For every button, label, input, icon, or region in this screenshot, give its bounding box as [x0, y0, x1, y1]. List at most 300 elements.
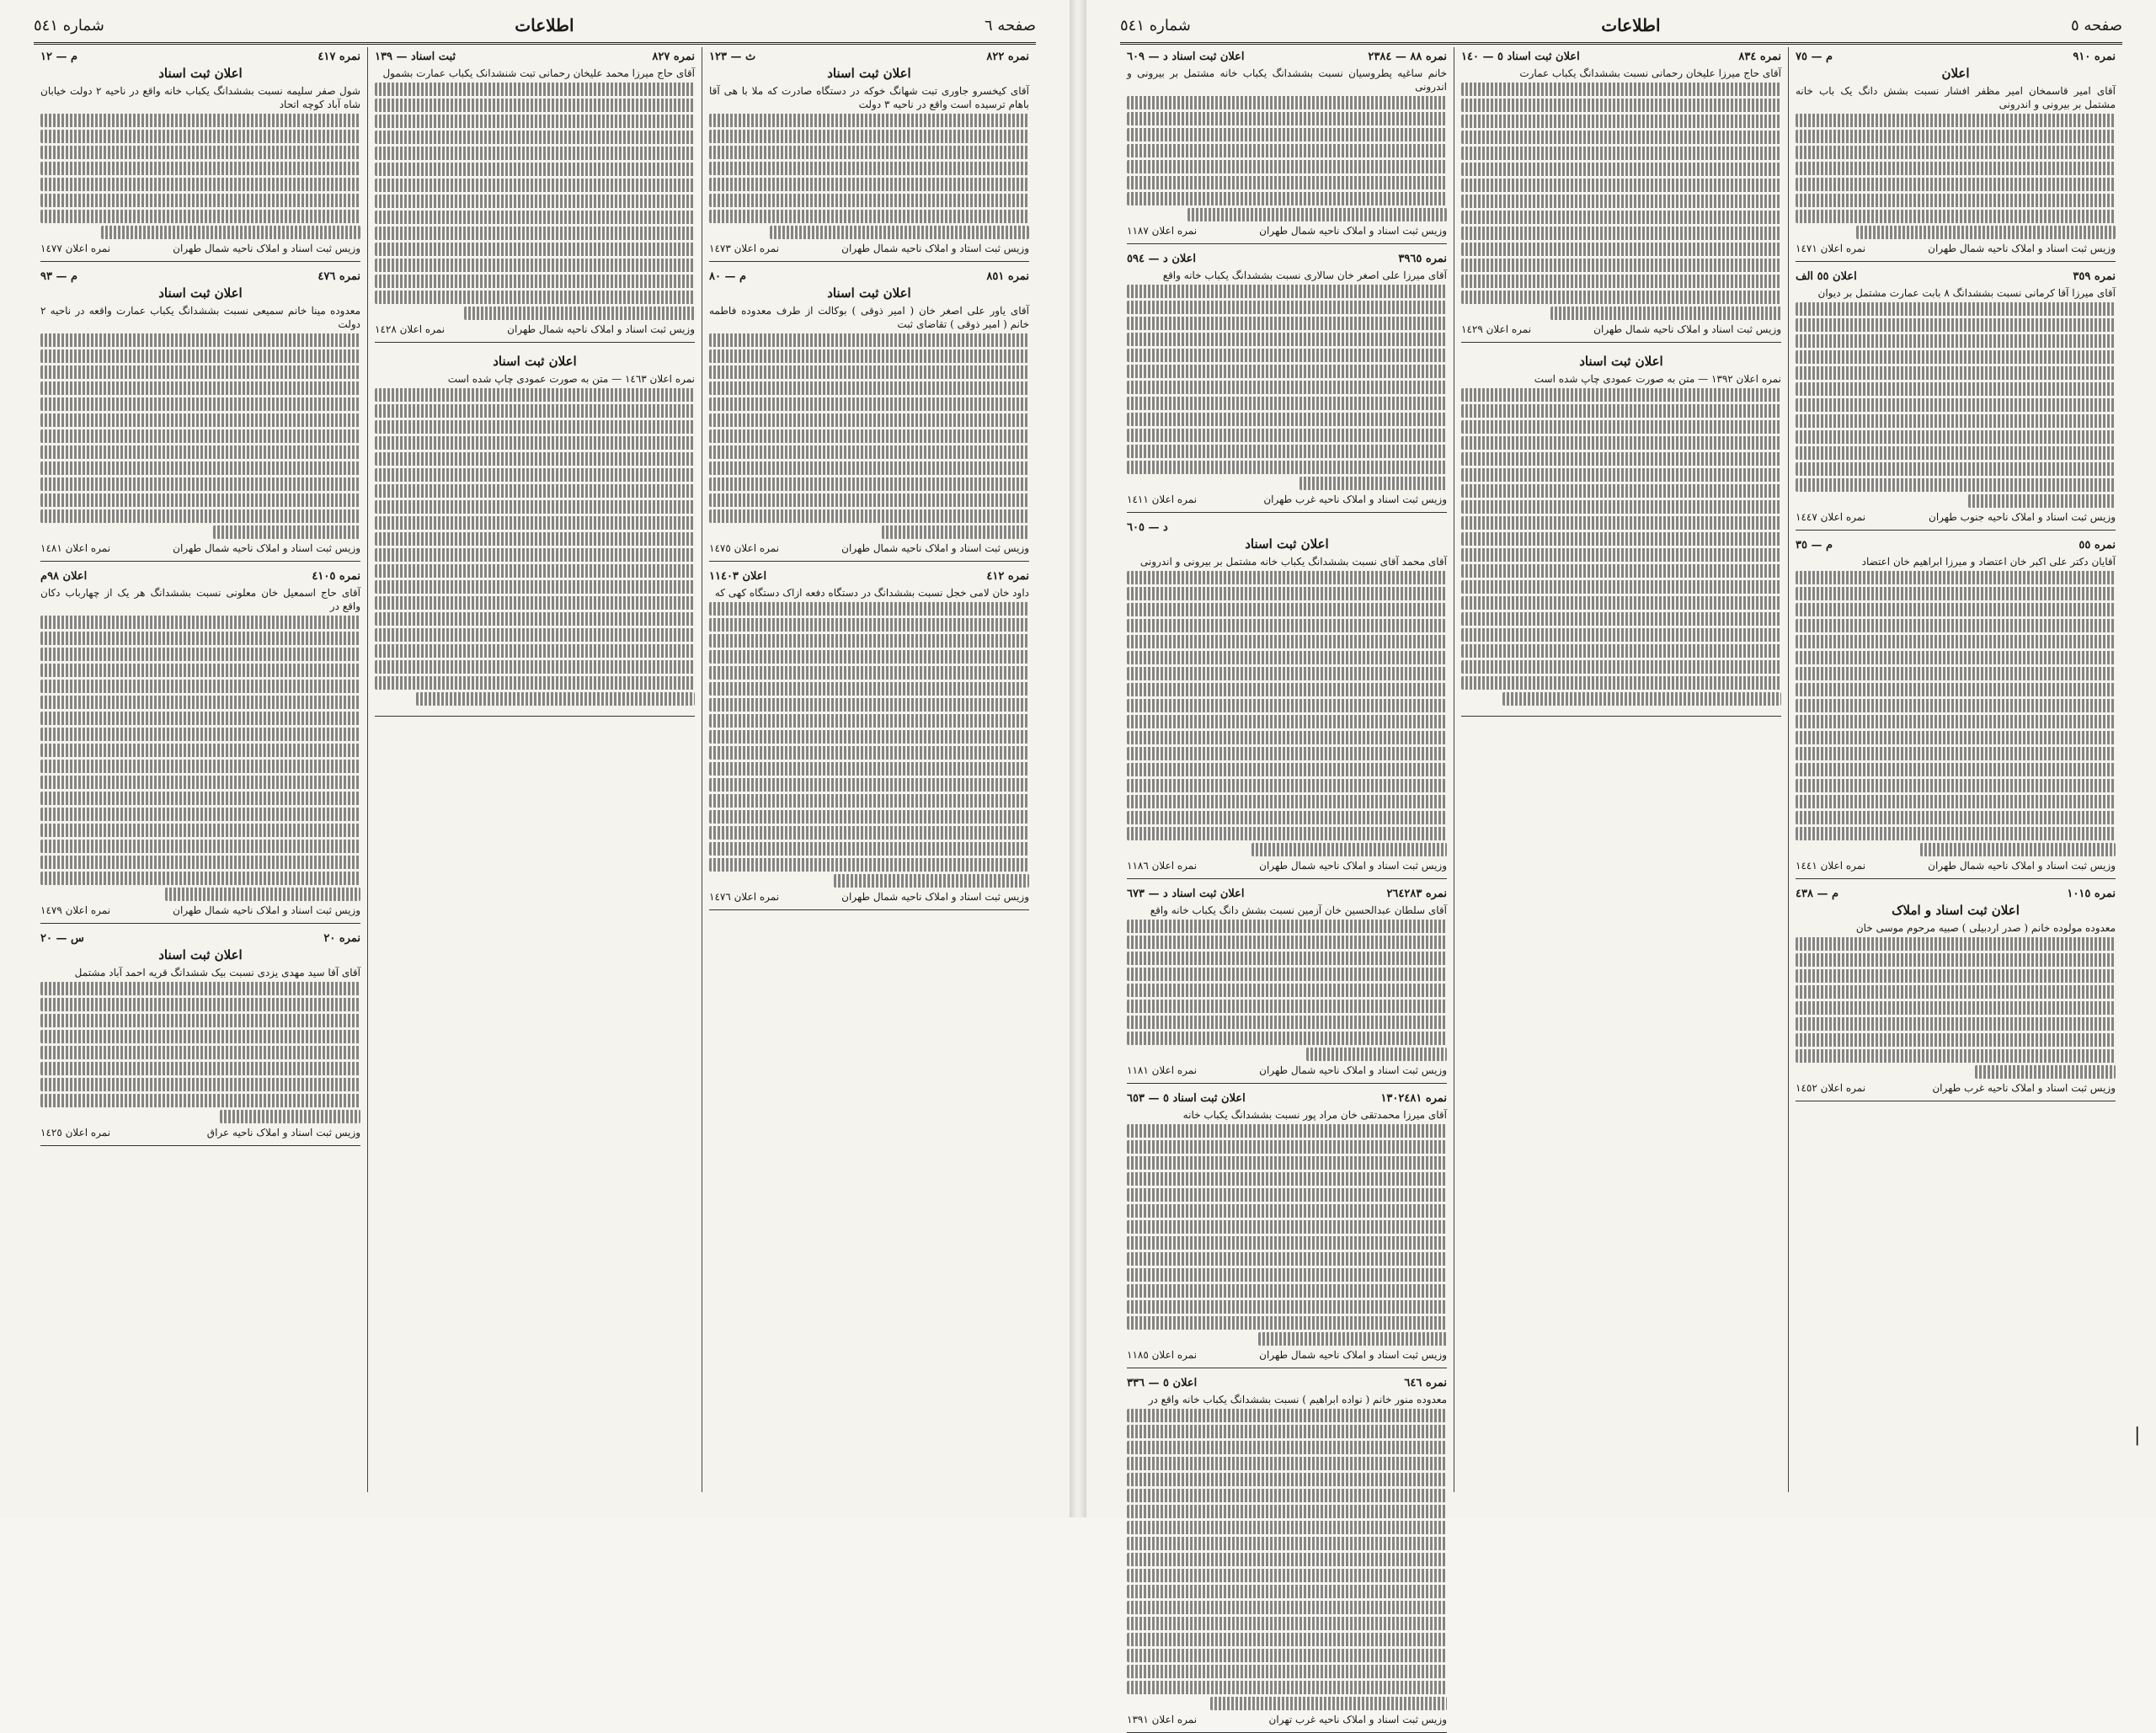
notice-ad-number: نمره اعلان ١٤٢٨	[375, 323, 446, 335]
notice-body	[375, 67, 695, 320]
print-line	[1796, 446, 2116, 460]
notice-body-text: آقای کیخسرو جاوری تبت شهانگ خوکه در دستگاه صادرت که ملا با هی آقا باهام ترسیده است واقع در ناحیه ۳ دولت	[709, 85, 1029, 110]
print-line	[709, 618, 1029, 632]
print-line	[40, 872, 360, 885]
print-line	[1796, 619, 2116, 632]
legal-notice	[40, 567, 360, 924]
print-line	[1796, 130, 2116, 143]
print-line	[1306, 1048, 1447, 1061]
print-line	[40, 509, 360, 523]
notice-body-text: آقای امیر قاسمخان امیر مظفر افشار نسبت بشش دانگ یک باب خانه مشتمل بر بیرونی و اندرونی	[1796, 85, 2116, 110]
print-line	[1796, 334, 2116, 348]
print-line	[1127, 667, 1447, 680]
print-line	[1502, 692, 1781, 706]
print-line	[1796, 478, 2116, 492]
notice-body-text: آقای سلطان عبدالحسین خان آزمین نسبت بشش دانگ یکباب خانه واقع	[1150, 904, 1447, 916]
print-line	[40, 856, 360, 869]
notice-footer	[40, 904, 360, 916]
print-line	[1127, 1156, 1447, 1170]
notice-office: وزیس ثبت اسناد و املاک ناحیه غرب تهران	[1268, 1714, 1447, 1725]
notice-ad-number: نمره اعلان ١١٨٦	[1127, 860, 1198, 872]
print-line	[709, 365, 1029, 379]
print-line	[1461, 436, 1781, 450]
print-line	[1796, 318, 2116, 332]
print-line	[375, 420, 695, 434]
notice-code: اعلان ٩٨م	[40, 570, 88, 583]
print-line	[1461, 243, 1781, 256]
print-line	[40, 998, 360, 1011]
print-line	[40, 728, 360, 741]
print-line	[1127, 1252, 1447, 1266]
print-line	[1796, 683, 2116, 696]
legal-notice	[1796, 884, 2116, 1101]
right-page-header	[1120, 8, 2122, 45]
notice-body	[1127, 904, 1447, 1061]
print-line	[40, 1046, 360, 1059]
print-line	[40, 381, 360, 395]
print-line	[1127, 936, 1447, 949]
print-line	[709, 650, 1029, 664]
print-line	[1127, 699, 1447, 712]
print-line	[1796, 953, 2116, 967]
notice-code: اعلان ٥٥ الف	[1796, 270, 1857, 283]
column	[1120, 47, 1454, 1725]
print-line	[1461, 660, 1781, 674]
notice-title: اعلان ثبت اسناد	[827, 285, 911, 301]
print-line	[1127, 1284, 1447, 1298]
print-line	[709, 666, 1029, 680]
legal-notice	[1461, 47, 1781, 343]
print-line	[40, 680, 360, 693]
notice-number: نمره ١٠١٥	[2067, 888, 2116, 900]
notice-ad-number: نمره اعلان ١٤٧٥	[709, 542, 780, 554]
print-line	[40, 808, 360, 821]
notice-office: وزیس ثبت اسناد و املاک ناحیه شمال طهران	[1593, 323, 1781, 335]
print-line	[1127, 651, 1447, 664]
notice-header	[40, 51, 360, 63]
print-line	[40, 333, 360, 347]
notice-header	[40, 932, 360, 945]
page-edge-mark: |	[2134, 1425, 2141, 1446]
print-line	[375, 676, 695, 690]
notice-office: وزیس ثبت اسناد و املاک ناحیه شمال طهران	[1928, 243, 2116, 254]
notice-code: م — ٧٥	[1796, 51, 1833, 63]
print-line	[40, 194, 360, 207]
print-line	[1127, 1268, 1447, 1282]
notice-title: اعلان ثبت اسناد	[158, 66, 243, 81]
notice-body	[40, 966, 360, 1123]
print-line	[1127, 1124, 1447, 1138]
legal-notice	[709, 267, 1029, 562]
notice-office: وزیس ثبت اسناد و املاک ناحیه شمال طهران	[173, 243, 360, 254]
print-line	[709, 381, 1029, 395]
column	[34, 47, 367, 1492]
print-line	[375, 628, 695, 642]
notice-body	[375, 372, 695, 706]
print-line	[1796, 462, 2116, 476]
print-line	[40, 744, 360, 757]
print-line	[1127, 984, 1447, 997]
print-line	[1461, 131, 1781, 144]
print-line	[1796, 366, 2116, 380]
print-line	[1796, 587, 2116, 600]
notice-ad-number: نمره اعلان ١٤٧٣	[709, 243, 780, 254]
notice-header	[40, 270, 360, 283]
column	[702, 47, 1036, 1492]
notice-code: اعلان ثبت اسناد د — ٦٠٩	[1127, 51, 1245, 63]
left-columns	[34, 47, 1036, 1492]
legal-notice	[1127, 518, 1447, 879]
print-line	[1796, 635, 2116, 648]
notice-footer	[375, 323, 695, 335]
notice-footer	[709, 542, 1029, 554]
notice-ad-number: نمره اعلان ١٤٧٦	[709, 891, 780, 903]
print-line	[1127, 827, 1447, 840]
legal-notice	[1461, 348, 1781, 717]
notice-number: نمره ٣٥٩	[2073, 270, 2116, 283]
print-line	[1127, 1569, 1447, 1582]
print-line	[375, 596, 695, 610]
notice-code: اعلان ثبت اسناد د — ٦٧٣	[1127, 888, 1245, 900]
print-line	[40, 712, 360, 725]
print-line	[1127, 192, 1447, 205]
print-line	[40, 477, 360, 491]
notice-footer	[1127, 1349, 1447, 1361]
legal-notice	[709, 47, 1029, 262]
print-line	[1127, 571, 1447, 584]
print-line	[1127, 1457, 1447, 1470]
print-line	[1796, 350, 2116, 364]
print-line	[1127, 176, 1447, 189]
print-line	[1796, 430, 2116, 444]
print-line	[1127, 715, 1447, 728]
notice-header	[375, 51, 695, 63]
legal-notice	[1127, 884, 1447, 1084]
notice-footer	[709, 891, 1029, 903]
print-line	[1796, 747, 2116, 760]
print-line	[40, 824, 360, 837]
notice-number: نمره ١٣٠٢٤٨١	[1380, 1092, 1447, 1105]
notice-body-text: آقای حاج اسمعیل خان معلونی نسبت بششدانگ هر یک از چهارباب دکان واقع در	[40, 587, 360, 612]
print-line	[1127, 1505, 1447, 1518]
print-line	[1127, 1489, 1447, 1502]
print-line	[709, 493, 1029, 507]
print-line	[40, 696, 360, 709]
print-line	[709, 413, 1029, 427]
print-line	[1796, 779, 2116, 792]
notice-number: نمره ٤٧٦	[318, 270, 360, 283]
print-line	[1461, 163, 1781, 176]
notice-office: وزیس ثبت استاد و املاک ناحیه شمال طهران	[841, 243, 1029, 254]
print-line	[375, 147, 695, 160]
notice-code: اعلان ١١٤٠٣	[709, 570, 767, 583]
notice-body	[709, 304, 1029, 539]
notice-body	[40, 84, 360, 239]
notice-footer	[1127, 493, 1447, 505]
print-line	[1127, 587, 1447, 600]
print-line	[709, 762, 1029, 776]
column	[367, 47, 702, 1492]
print-line	[375, 404, 695, 418]
print-line	[375, 500, 695, 514]
notice-number: نمره ٣٩٦٥	[1398, 253, 1447, 265]
print-line	[1127, 461, 1447, 474]
notice-code: اعلان ثبت اسناد ٥ — ١٤٠	[1461, 51, 1580, 63]
print-line	[1461, 676, 1781, 690]
print-line	[1796, 146, 2116, 159]
print-line	[40, 982, 360, 995]
print-line	[1127, 635, 1447, 648]
print-line	[1461, 388, 1781, 402]
print-line	[375, 484, 695, 498]
print-line	[40, 840, 360, 853]
print-line	[1127, 1681, 1447, 1694]
right-header-title: اطلاعات	[1601, 15, 1661, 35]
right-header-issue: شماره ٥٤١	[1120, 16, 1191, 35]
legal-notice	[1127, 1089, 1447, 1368]
notice-header	[1127, 1377, 1447, 1389]
notice-code: اعلان ٥ — ٣٣٦	[1127, 1377, 1198, 1389]
right-page	[1086, 0, 2156, 1725]
print-line	[375, 211, 695, 224]
print-line	[1796, 763, 2116, 776]
notice-office: وزیس ثبت اسناد و املاک ناحیه شمال طهران	[1259, 1064, 1447, 1076]
print-line	[1258, 1332, 1447, 1346]
print-line	[1461, 195, 1781, 208]
legal-notice	[40, 267, 360, 562]
print-line	[1796, 1001, 2116, 1015]
right-header-page-number: صفحه ٥	[2070, 16, 2122, 35]
notice-title: اعلان ثبت اسناد	[493, 354, 577, 369]
print-line	[1127, 96, 1447, 109]
print-line	[709, 333, 1029, 347]
print-line	[1127, 1300, 1447, 1314]
notice-footer	[1796, 243, 2116, 254]
print-line	[1796, 162, 2116, 175]
print-line	[1461, 99, 1781, 112]
print-line	[1461, 596, 1781, 610]
notice-body	[1796, 921, 2116, 1079]
print-line	[1461, 468, 1781, 482]
notice-header	[1127, 521, 1447, 534]
notice-footer	[1796, 1082, 2116, 1094]
notice-header	[1461, 51, 1781, 63]
print-line	[1796, 571, 2116, 584]
notice-code: م — ٤٣٨	[1796, 888, 1839, 900]
notice-office: وزیس ثبت اسناد و املاک ناحیه شمال طهران	[173, 904, 360, 916]
print-line	[375, 83, 695, 96]
print-line	[1127, 1473, 1447, 1486]
legal-notice	[1127, 1373, 1447, 1733]
legal-notice	[1127, 47, 1447, 244]
notice-body-text: آقای میرزا علی اصغر خان سالاری نسبت بششدانگ یکباب خانه واقع	[1162, 269, 1447, 281]
notice-header	[1127, 253, 1447, 265]
notice-office: وزیس ثبت اسناد و املاک ناحیه شمال طهران	[841, 542, 1029, 554]
print-line	[375, 195, 695, 208]
print-line	[1461, 275, 1781, 288]
print-line	[40, 210, 360, 223]
notice-number: نمره ٨٣٤	[1738, 51, 1781, 63]
print-line	[1127, 683, 1447, 696]
print-line	[1127, 285, 1447, 298]
print-line	[1127, 160, 1447, 173]
notice-body	[1127, 1108, 1447, 1346]
print-line	[1127, 1601, 1447, 1614]
legal-notice	[40, 929, 360, 1146]
print-line	[40, 365, 360, 379]
print-line	[1856, 226, 2116, 239]
print-line	[1796, 302, 2116, 316]
print-line	[375, 291, 695, 304]
print-line	[1796, 382, 2116, 396]
print-line	[1127, 795, 1447, 808]
print-line	[375, 644, 695, 658]
print-line	[375, 163, 695, 176]
print-line	[1127, 1236, 1447, 1250]
print-line	[40, 792, 360, 805]
notice-ad-number: نمره اعلان ١١٨٧	[1127, 225, 1198, 237]
print-line	[375, 275, 695, 288]
print-line	[40, 162, 360, 175]
print-line	[1127, 1585, 1447, 1598]
left-page	[0, 0, 1070, 1517]
print-line	[1127, 381, 1447, 394]
print-line	[709, 146, 1029, 159]
notice-body	[1127, 1393, 1447, 1710]
notice-body	[1461, 372, 1781, 706]
print-line	[375, 580, 695, 594]
print-line	[1796, 194, 2116, 207]
print-line	[1796, 985, 2116, 999]
notice-footer	[1127, 1714, 1447, 1725]
print-line	[40, 648, 360, 661]
notice-ad-number: نمره اعلان ١١٨٥	[1127, 1349, 1198, 1361]
notice-header	[1127, 888, 1447, 900]
notice-body-text: آقای حاج میرزا علیخان رحمانی نسبت بششدانگ یکباب عمارت	[1519, 67, 1781, 79]
print-line	[709, 429, 1029, 443]
notice-body-text: آقای میرزا محمدتقی خان مراد پور نسبت بششدانگ یکباب خانه	[1182, 1109, 1447, 1121]
notice-number: نمره ٥٥	[2079, 539, 2116, 552]
notice-header	[709, 570, 1029, 583]
notice-body	[1127, 269, 1447, 490]
print-line	[1796, 603, 2116, 616]
print-line	[1127, 1316, 1447, 1330]
print-line	[40, 616, 360, 629]
print-line	[1796, 937, 2116, 951]
print-line	[1796, 827, 2116, 840]
legal-notice	[375, 47, 695, 343]
notice-header	[1796, 888, 2116, 900]
print-line	[1796, 178, 2116, 191]
print-line	[375, 548, 695, 562]
notice-number: نمره ٦٤٦	[1404, 1377, 1447, 1389]
notice-body-text: آقای محمد آقای نسبت بششدانگ یکباب خانه مشتمل بر بیرونی و اندرونی	[1139, 556, 1447, 568]
print-line	[1127, 603, 1447, 616]
print-line	[375, 259, 695, 272]
print-line	[220, 1110, 360, 1123]
print-line	[1127, 1617, 1447, 1630]
notice-body-text: آقای یاور علی اصغر خان ( امیر ذوقی ) بوکالت از طرف معدوده فاطمه خانم ( امیر ذوقی ) تقاضای ثبت	[709, 305, 1029, 330]
print-line	[1127, 429, 1447, 442]
print-line	[375, 452, 695, 466]
print-line	[1127, 952, 1447, 965]
notice-header	[1127, 51, 1447, 63]
notice-office: وزیس ثبت اسناد و املاک ناحیه جنوب طهران	[1929, 511, 2116, 523]
notice-office: وزیس ثبت اسناد و املاک ناحیه شمال طهران	[1928, 860, 2116, 872]
notice-ad-number: نمره اعلان ١٣٩١	[1127, 1714, 1198, 1725]
notice-ad-number: نمره اعلان ١١٨١	[1127, 1064, 1198, 1076]
print-line	[1461, 227, 1781, 240]
notice-header	[1796, 539, 2116, 552]
print-line	[1461, 612, 1781, 626]
notice-code: ث — ١٢٣	[709, 51, 756, 63]
notice-body-text: خانم ساغیه پطروسیان نسبت بششدانگ یکباب خانه مشتمل بر بیرونی و اندرونی	[1127, 67, 1447, 93]
print-line	[375, 243, 695, 256]
print-line	[709, 162, 1029, 175]
notice-title: اعلان ثبت اسناد	[158, 947, 243, 962]
notice-header	[1796, 51, 2116, 63]
print-line	[1127, 144, 1447, 157]
print-line	[40, 461, 360, 475]
left-header-issue: شماره ٥٤١	[34, 16, 104, 35]
print-line	[40, 130, 360, 143]
legal-notice	[1796, 536, 2116, 879]
notice-header	[709, 51, 1029, 63]
print-line	[1796, 1033, 2116, 1047]
print-line	[1127, 349, 1447, 362]
notice-number: نمره ٨٨ — ٢٣٨٤	[1368, 51, 1447, 63]
print-line	[375, 99, 695, 112]
print-line	[1127, 301, 1447, 314]
notice-body	[1796, 555, 2116, 856]
print-line	[1127, 968, 1447, 981]
notice-ad-number: نمره اعلان ١٤١١	[1127, 493, 1198, 505]
print-line	[1550, 307, 1781, 320]
notice-body	[40, 586, 360, 901]
notice-ad-number: نمره اعلان ١٤٢٥	[40, 1127, 111, 1138]
print-line	[709, 746, 1029, 760]
notice-ad-number: نمره اعلان ١٤٨١	[40, 542, 111, 554]
print-line	[375, 227, 695, 240]
notice-body-text: معدوده منور خانم ( نواده ابراهیم ) نسبت بششدانگ یکباب خانه واقع در	[1148, 1394, 1447, 1405]
print-line	[1127, 920, 1447, 933]
left-page-header	[34, 8, 1036, 45]
notice-office: وزیس ثبت اسناد و املاک ناحیه شمال طهران	[841, 891, 1029, 903]
print-line	[375, 468, 695, 482]
print-line	[1127, 333, 1447, 346]
notice-code: د — ٦٠٥	[1127, 521, 1168, 534]
print-line	[1461, 564, 1781, 578]
notice-code: م — ١٢	[40, 51, 78, 63]
notice-office: وزیس ثبت اسناد و املاک ناحیه عراق	[206, 1127, 360, 1138]
notice-footer	[1127, 225, 1447, 237]
print-line	[40, 429, 360, 443]
print-line	[1127, 1016, 1447, 1029]
notice-body-text: معدوده مولوده خانم ( صدر اردبیلی ) صبیه مرحوم موسی خان	[1855, 922, 2116, 934]
print-line	[1127, 1521, 1447, 1534]
print-line	[709, 602, 1029, 616]
notice-office: وزیس ثبت اسناد و املاک ناحیه غرب طهران	[1932, 1082, 2116, 1094]
print-line	[1127, 1633, 1447, 1646]
notice-body	[1461, 67, 1781, 320]
notice-number: نمره ٤١٧	[318, 51, 360, 63]
print-line	[1127, 128, 1447, 141]
print-line	[1127, 763, 1447, 776]
print-line	[1796, 651, 2116, 664]
print-line	[709, 114, 1029, 127]
print-line	[709, 477, 1029, 491]
print-line	[1127, 413, 1447, 426]
